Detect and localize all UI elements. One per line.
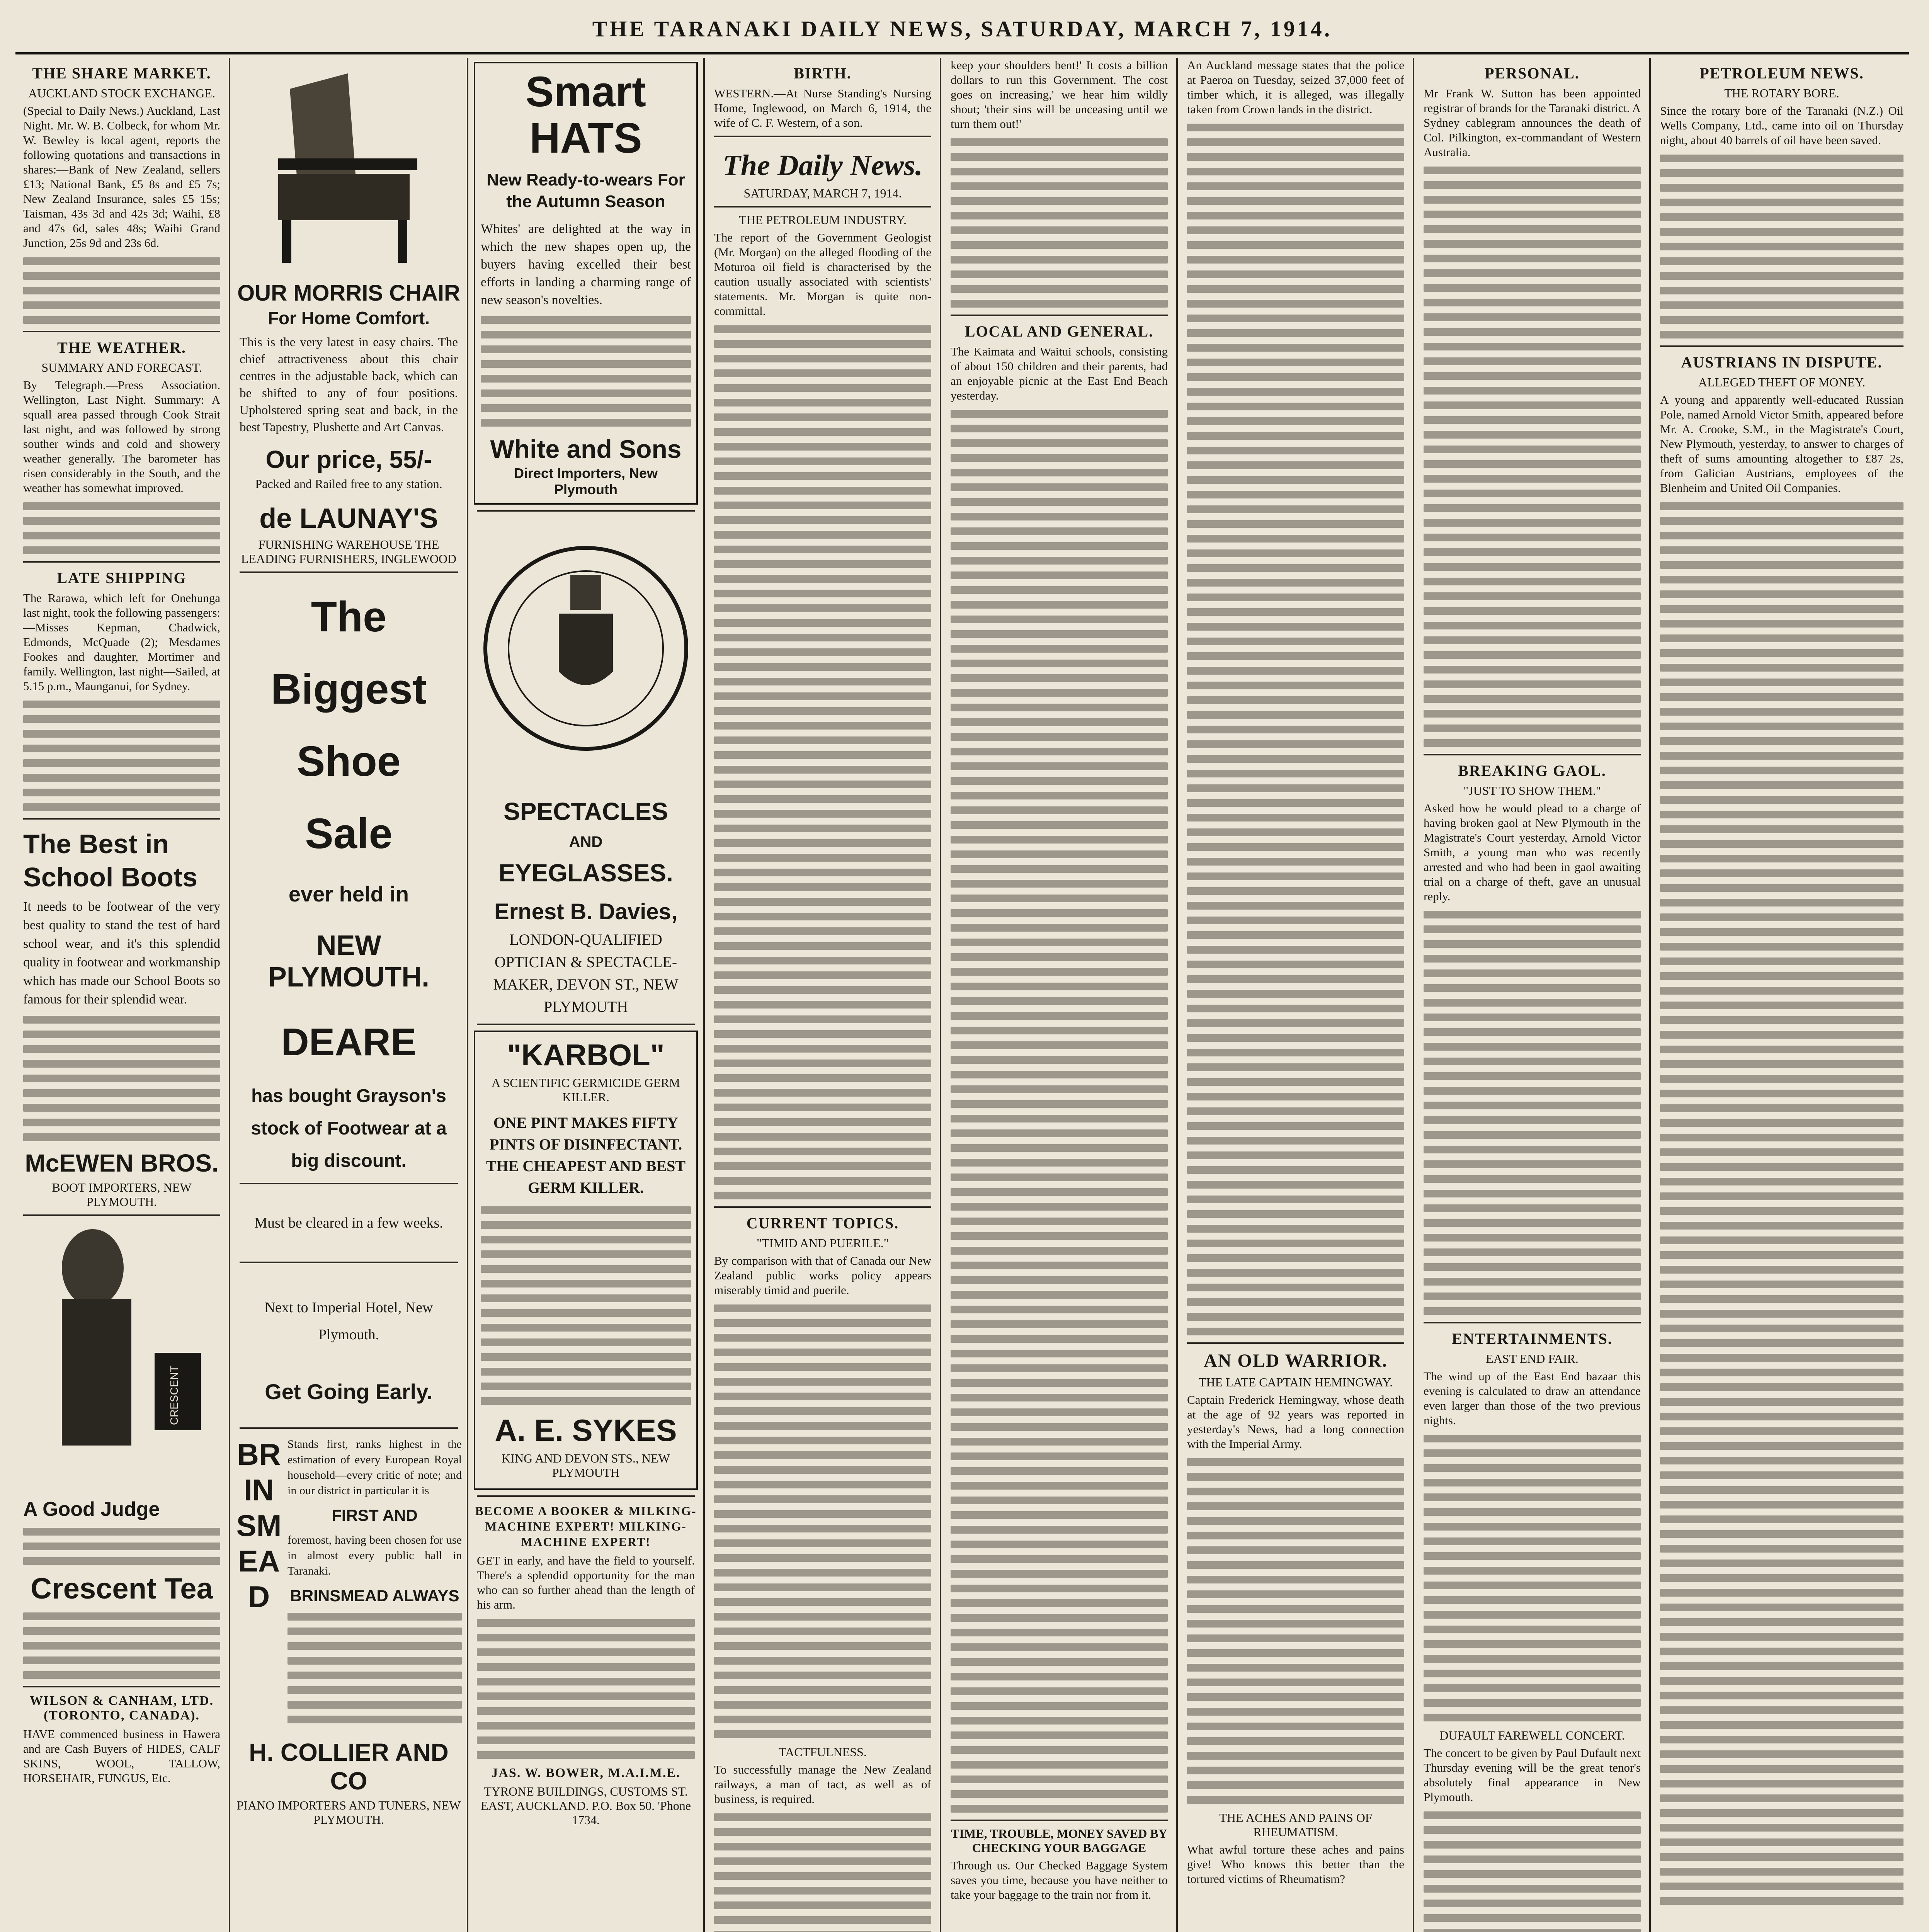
column-7 [1416,58,1648,1932]
breaking-gaol-text: Asked how he would plead to a charge of having broken gaol at New Plymouth in the Magistrate's Court yesterday, Arnold Victor Smith, a young man who was recently arrested and who had been in gaol awaiting trial on a charge of theft, gave an unusual reply. [1424,801,1641,903]
share-market-text: (Special to Daily News.) Auckland, Last Night. Mr. W. B. Colbeck, for whom Mr. W. Bewley is local agent, reports the following quotations and transactions in shares:—Bank of New Zealand, sellers £13; National Bank, £5 8s and £5 7s; New Zealand Insurance, sales £5 15s; Taisman, 43s 3d and 42s 3d; Waihi, £8 and 47s 6d, sales 48s; Waihi Grand Junction, 25s 9d and 23s 6d. [23,104,220,250]
weather-text: By Telegraph.—Press Association. Wellington, Last Night. Summary: A squall area passed through Cook Strait last night, and was followed by strong souther winds and cold and showery weather generally. The barometer has risen considerably in the South, and the weather has somewhat improved. [23,378,220,495]
divider [714,1206,931,1208]
deare-bought-text: has bought Grayson's stock of Footwear at a big discount. [251,1086,447,1171]
column-8 [1652,58,1911,1932]
text-lines [23,1016,220,1141]
brinsmead-foremost: foremost, having been chosen for use in almost every public hall in Taranaki. [287,1534,462,1577]
delaunay-brand: de LAUNAY'S [259,503,438,534]
divider [23,561,220,563]
karbol-ad [474,1031,698,1490]
divider [714,206,931,207]
column-rule [1649,58,1651,1932]
spectacles-heading: SPECTACLES [504,798,668,825]
old-warrior-subheading: THE LATE CAPTAIN HEMINGWAY. [1198,1375,1393,1389]
current-topics-heading: CURRENT TOPICS. [746,1214,899,1232]
text-lines [1424,911,1641,1315]
east-end-fair-text: The wind up of the East End bazaar this evening is calculated to draw an attendance even larger than those of the two previous nights. [1424,1369,1641,1427]
shoe-sale-the: The [311,593,387,641]
text-lines [1187,1458,1404,1804]
bower-name: JAS. W. BOWER, M.A.I.M.E. [491,1766,680,1780]
brinsmead-first: FIRST AND [332,1506,418,1524]
svg-text:CRESCENT: CRESCENT [168,1365,180,1425]
petroleum-news-heading: PETROLEUM NEWS. [1699,65,1864,82]
column-1 [15,58,228,1932]
rheumatism-text: What awful torture these aches and pains give! Who knows this better than the tortured victims of Rheumatism? [1187,1843,1404,1886]
divider [951,1820,1168,1821]
white-and-sons-address: Direct Importers, New Plymouth [514,465,658,497]
text-lines [714,325,931,1199]
alleged-theft-subheading: ALLEGED THEFT OF MONEY. [1698,375,1865,389]
austrians-text: A young and apparently well-educated Russian Pole, named Arnold Victor Smith, appeared before Mr. A. Crooke, S.M., in the Magistrate's Court, New Plymouth, yesterday, to answer to charges of theft of sums amounting altogether to £87 2s, from Galician Austrians, employees of the Blenheim and United Oil Companies. [1660,393,1903,495]
birth-heading: BIRTH. [794,65,852,82]
divider [951,315,1168,316]
east-end-fair-heading: EAST END FAIR. [1486,1352,1579,1366]
masthead-rule [15,52,1909,54]
column-rule [940,58,941,1932]
text-lines [481,316,691,427]
share-market-heading: THE SHARE MARKET. [32,65,211,82]
sykes-brand: A. E. SYKES [495,1413,677,1447]
rotary-bore-subheading: THE ROTARY BORE. [1724,86,1839,100]
birth-text: WESTERN.—At Nurse Standing's Nursing Home, Inglewood, on March 6, 1914, the wife of C. F. Western, of a son. [714,87,931,129]
school-boots-heading: The Best in School Boots [23,829,198,892]
text-lines [1187,124,1404,1335]
brinsmead-always: BRINSMEAD ALWAYS [290,1587,459,1605]
davies-address: LONDON-QUALIFIED OPTICIAN & SPECTACLE-MAKER, DEVON ST., NEW PLYMOUTH [493,931,679,1015]
column-3 [469,58,703,1932]
divider [240,571,458,573]
local-general-heading: LOCAL AND GENERAL. [964,323,1154,340]
karbol-subheading: A SCIENTIFIC GERMICIDE GERM KILLER. [491,1076,680,1104]
smart-hats-ad [474,62,698,505]
price-note: Packed and Railed free to any station. [255,477,442,491]
checked-baggage-text: Through us. Our Checked Baggage System saves you time, because you have neither to take your baggage to the train nor from it. [951,1859,1168,1901]
cleared-text: Must be cleared in a few weeks. [254,1215,443,1231]
eyeglasses-heading: EYEGLASSES. [498,859,673,887]
tactfulness-text: To successfully manage the New Zealand railways, a man of tact, as well as of business, is required. [714,1763,931,1806]
text-lines [714,1304,931,1738]
divider [477,1024,695,1025]
divider [714,136,931,137]
current-topics-text: By comparison with that of Canada our New Zealand public works policy appears miserably timid and puerile. [714,1254,931,1297]
sykes-address: KING AND DEVON STS., NEW PLYMOUTH [502,1451,670,1480]
next-imperial-text: Next to Imperial Hotel, New Plymouth. [264,1299,433,1343]
timber-text: An Auckland message states that the police at Paeroa on Tuesday, seized 37,000 feet of timber which, it is alleged, was illegally taken from Crown lands in the district. [1187,58,1404,116]
shoe-sale-ever: ever held in [288,882,409,906]
divider [23,1214,220,1216]
divider [1660,345,1903,347]
checked-baggage-heading: TIME, TROUBLE, MONEY SAVED BY CHECKING YOUR BAGGAGE [951,1827,1167,1855]
judge-illustration [15,1221,228,1492]
smart-heading: Smart [526,68,646,116]
morris-chair-heading: OUR MORRIS CHAIR [237,281,460,306]
text-lines [714,1813,931,1932]
text-lines [477,1619,695,1759]
column-rule [703,58,705,1932]
shoe-sale-biggest: Biggest [270,665,427,713]
timid-subheading: "TIMID AND PUERILE." [757,1236,889,1250]
breaking-gaol-heading: BREAKING GAOL. [1458,762,1606,779]
column-rule [467,58,468,1932]
text-lines [23,1528,220,1565]
white-and-sons: White and Sons [490,435,682,463]
local-general-text: The Kaimata and Waitui schools, consisting of about 150 children and their parents, had an enjoyable picnic at the East End Beach yesterday. [951,345,1168,402]
poem-text: keep your shoulders bent!' It costs a billion dollars to run this Government. The cost goes on increasing,' we hear him wildly shout; 'their sins will be unceasing until we turn them out!' [951,58,1168,131]
morris-chair-subheading: For Home Comfort. [267,308,430,328]
share-market-subheading: AUCKLAND STOCK EXCHANGE. [28,86,215,100]
karbol-brand: "KARBOL" [507,1038,665,1072]
collier-brand: H. COLLIER AND CO [249,1738,449,1795]
rheumatism-heading: THE ACHES AND PAINS OF RHEUMATISM. [1219,1811,1372,1839]
editorial-date: SATURDAY, MARCH 7, 1914. [743,186,902,200]
shipping-heading: LATE SHIPPING [57,569,187,587]
divider [1424,754,1641,755]
old-warrior-text: Captain Frederick Hemingway, whose death at the age of 92 years was reported in yesterday's News, had a long connection with the Imperial Army. [1187,1393,1404,1451]
petroleum-industry-heading: THE PETROLEUM INDUSTRY. [738,213,907,227]
hats-heading: HATS [529,114,642,162]
tactfulness-heading: TACTFULNESS. [779,1745,867,1759]
wilson-canham-text: HAVE commenced business in Hawera and are Cash Buyers of HIDES, CALF SKINS, WOOL, TALLOW, HORSEHAIR, FUNGUS, Etc. [23,1727,220,1785]
bowers-heading: BECOME A BOOKER & MILKING-MACHINE EXPERT! MILKING-MACHINE EXPERT! [475,1504,697,1549]
hats-text: Whites' are delighted at the way in which the new shapes open up, the buyers having excelled their best efforts in landing a charming range of new season's novelties. [481,222,691,307]
shoe-sale-sale: Sale [305,810,393,857]
bower-address: TYRONE BUILDINGS, CUSTOMS ST. EAST, AUCKLAND. P.O. Box 50. 'Phone 1734. [481,1784,691,1827]
column-2 [232,58,466,1932]
divider [1424,1322,1641,1323]
divider [240,1262,458,1263]
petroleum-news-text: Since the rotary bore of the Taranaki (N.Z.) Oil Wells Company, Ltd., came into oil on Thursday night, about 40 barrels of oil have been saved. [1660,104,1903,147]
text-lines [951,410,1168,1813]
price-heading: Our price, 55/- [265,446,432,473]
weather-heading: THE WEATHER. [57,339,186,356]
deare-brand: DEARE [281,1020,417,1064]
text-lines [23,1612,220,1679]
divider [477,510,695,512]
text-lines [1424,1435,1641,1721]
mcewen-brand: McEWEN BROS. [25,1149,219,1177]
get-going-early: Get Going Early. [265,1379,433,1404]
personal-text: Mr Frank W. Sutton has been appointed registrar of brands for the Taranaki district. A Sydney cablegram announces the death of Col. Pilkington, ex-commandant of Western Australia. [1424,87,1641,159]
delaunay-address: FURNISHING WAREHOUSE THE LEADING FURNISHERS, INGLEWOOD [241,537,457,566]
column-rule [1176,58,1178,1932]
petroleum-industry-text: The report of the Government Geologist (Mr. Morgan) on the alleged flooding of the Moturoa oil field is characterised by the caution usually associated with scientists' statements. Mr. Morgan is quite non-committal. [714,231,931,318]
personal-heading: PERSONAL. [1485,65,1580,82]
morris-chair-text: This is the very latest in easy chairs. The chief attractiveness about this chair centres in the adjustable back, which can be shifted to any of four positions. Upholstered spring seat and back, in the best Tapestry, Plushette and Art Canvas. [240,335,458,434]
divider [23,331,220,332]
bowers-text: GET in early, and have the field to yourself. There's a splendid opportunity for the man who can so further ahead than the length of his arm. [477,1554,695,1611]
column-rule [1413,58,1414,1932]
brinsmead-vertical: BRINSMEAD [236,1437,282,1614]
text-lines [287,1613,462,1723]
divider [1187,1342,1404,1344]
school-boots-text: It needs to be footwear of the very best quality to stand the test of hard school wear, and it's this splendid quality in footwear and workmanship which has made our School Boots so famous for their splendid wear. [23,900,220,1007]
divider [477,1495,695,1497]
divider [23,1686,220,1687]
entertainments-heading: ENTERTAINMENTS. [1452,1330,1613,1347]
dufault-text: The concert to be given by Paul Dufault next Thursday evening will be the great tenor's absolutely final appearance in New Plymouth. [1424,1746,1641,1804]
text-lines [23,701,220,811]
text-lines [951,138,1168,308]
breaking-gaol-subheading: "JUST TO SHOW THEM." [1463,784,1601,798]
column-rule [229,58,230,1932]
shoe-sale-shoe: Shoe [297,738,401,785]
karbol-text: ONE PINT MAKES FIFTY PINTS OF DISINFECTANT. THE CHEAPEST AND BEST GERM KILLER. [486,1114,686,1196]
judge-heading: A Good Judge [23,1498,160,1520]
mcewen-address: BOOT IMPORTERS, NEW PLYMOUTH. [52,1180,192,1209]
text-lines [1660,502,1903,1905]
column-5 [943,58,1175,1932]
shoe-sale-new-plymouth: NEW PLYMOUTH. [268,930,430,993]
ready-to-wears: New Ready-to-wears For the Autumn Season [487,170,685,211]
text-lines [1660,155,1903,338]
text-lines [23,502,220,554]
davies-brand: Ernest B. Davies, [494,899,677,924]
wilson-canham-heading: WILSON & CANHAM, LTD. (TORONTO, CANADA). [29,1694,214,1723]
and-word: AND [569,833,603,850]
brinsmead-text: Stands first, ranks highest in the estimation of every European Royal household—every critic of note; and in our district in particular it is [287,1438,462,1497]
column-6 [1179,58,1412,1932]
morris-chair-illustration [232,58,466,274]
divider [23,818,220,820]
collier-address: PIANO IMPORTERS AND TUNERS, NEW PLYMOUTH. [236,1798,461,1827]
column-4 [706,58,939,1932]
austrians-heading: AUSTRIANS IN DISPUTE. [1681,354,1883,371]
old-warrior-heading: AN OLD WARRIOR. [1204,1350,1388,1371]
text-lines [481,1206,691,1405]
shipping-text: The Rarawa, which left for Onehunga last night, took the following passengers:—Misses Kepman, Chadwick, Edmonds, McQuade (2); Mesdames Fookes and daughter, Mortimer and family. Wellington, last night—Sailed, at 5.15 p.m., Maunganui, for Sydney. [23,591,220,693]
text-lines [1424,1811,1641,1932]
daily-news-title: The Daily News. [723,149,923,182]
masthead: THE TARANAKI DAILY NEWS, SATURDAY, MARCH 7, 1914. [592,16,1332,41]
opticians-crest-illustration [469,517,703,787]
weather-subheading: SUMMARY AND FORECAST. [41,361,202,374]
crescent-tea-brand: Crescent Tea [31,1572,213,1605]
text-lines [23,257,220,324]
text-lines [1424,167,1641,747]
divider [240,1427,458,1429]
divider [240,1183,458,1184]
dufault-heading: DUFAULT FAREWELL CONCERT. [1439,1728,1625,1742]
